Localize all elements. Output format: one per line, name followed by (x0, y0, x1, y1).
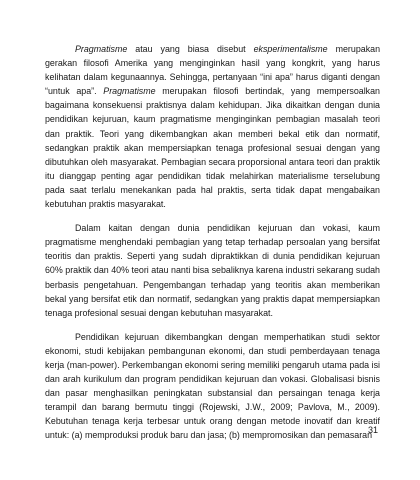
paragraph-pendidikan-kejuruan (45, 330, 380, 443)
text-span: Pragmatisme (103, 86, 156, 97)
text-span: merupakan gerakan filosofi Amerika yang menginginkan hasil yang kongkrit, yang harus kelihatan dalam kegunaannya. Sehingga, pertanyaan “ini apa” harus diganti dengan “untuk apa”. (45, 44, 381, 97)
text-span: Pendidikan kejuruan dikembangkan dengan memperhatikan studi sektor ekonomi, studi kebijakan pembangunan ekonomi, dan studi pemberdayaan tenaga kerja (man-power). Perkembangan ekonomi sering memiliki pengaruh utama pada isi dan arah kurikulum dan program pendidikan kejuruan dan vokasi. Globalisasi bisnis dan pasar menghasilkan peningkatan substansial dan persaingan tenaga kerja terampil dan barang bermutu tinggi (Rojewski, J.W., 2009; Pavlova, M., 2009). Kebutuhan tenaga kerja terbesar untuk orang dengan metode inovatif dan kreatif untuk: (a) memproduksi produk baru dan jasa; (b) mempromosikan dan pemasaran (45, 331, 380, 441)
text-span: atau yang biasa disebut (127, 44, 254, 54)
body-text (45, 42, 380, 453)
paragraph-pragmatisme (45, 42, 380, 211)
text-span: merupakan filosofi bertindak, yang mempersoalkan bagaimana konsekuensi praktisnya dalam kehidupan. Jika dikaitkan dengan dunia pendidikan kejuruan, kaum pragmatisme menginginkan pembagian masalah teori dan praktik. Teori yang dikembangkan akan memberi bekal etik dan normatif, sedangkan praktik akan mempersiapkan tenaga profesional sesuai dengan yang dibutuhkan oleh masyarakat. Pembagian secara proporsional antara teori dan praktik itu dianggap penting agar pendidikan tidak melahirkan materialisme terselubung pada saat terlalu menekankan pada hal praktis, serta tidak dapat mengabaikan kebutuhan praktis masyarakat. (45, 86, 380, 210)
text-span: Pragmatisme (75, 44, 128, 54)
page-number: 31 (368, 425, 379, 435)
text-span: eksperimentalisme (253, 44, 328, 54)
text-span: Dalam kaitan dengan dunia pendidikan kejuruan dan vokasi, kaum pragmatisme menghendaki pembagian yang tetap terhadap persoalan yang bersifat teoritis dan praktis. Seperti yang sudah dipraktikkan di dunia pendidikan kejuruan 60% praktik dan 40% teori atau nanti bisa sebaliknya karena industri sekarang sudah berbasis pengetahuan. Pengembangan terhadap yang teoritis akan memberikan bekal yang bersifat etik dan normatif, sedangkan yang praktis dapat mempersiapkan tenaga profesional sesuai dengan kebutuhan masyarakat. (45, 223, 380, 318)
paragraph-kejuruan-vokasi (45, 221, 380, 320)
